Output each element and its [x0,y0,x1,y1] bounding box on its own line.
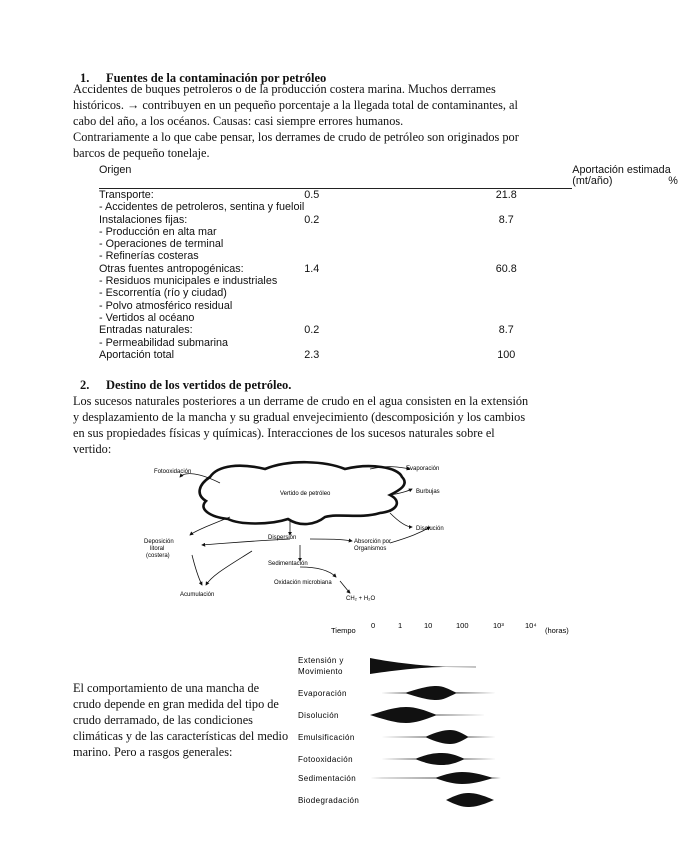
section-2-title: Destino de los vertidos de petróleo. [106,378,292,392]
absorption-label-2: Organismos [354,546,387,552]
table-row [99,201,572,213]
section-2-number: 2. [80,378,90,392]
paragraph-line: El comportamiento de una mancha de [73,681,260,695]
row-value: 2.3 [304,348,320,361]
paragraph-line: crudo derramado, de las condiciones [73,713,253,727]
process-bar-sedimentation [370,772,501,784]
row-percent: 8.7 [498,213,514,226]
paragraph-line: Los sucesos naturales posteriores a un derrame de crudo en el agua consisten en la extensión [73,394,529,408]
row-value [304,275,440,287]
bubbles-label: Burbujas [416,489,440,495]
microbial-oxidation-label: Oxidación microbiana [274,580,332,586]
row-percent [440,337,572,349]
table-row [99,300,572,312]
row-value [304,287,440,299]
row-value [304,337,440,349]
process-label: Evaporación [298,689,347,698]
time-axis-unit: (horas) [545,626,569,635]
time-axis [320,618,590,642]
paragraph-line: Contrariamente a lo que cabe pensar, los derrames de crudo de petróleo son originados por [73,130,519,144]
row-origin: - Refinerías costeras [99,250,199,263]
row-origin: - Accidentes de petroleros, sentina y fueloil [99,201,305,214]
paragraph-line: y desplazamiento de la mancha y su gradual envejecimiento (descomposición y los cambios [73,410,526,424]
row-origin: - Polvo atmosférico residual [99,299,233,312]
row-percent: 8.7 [498,324,514,337]
row-origin: - Operaciones de terminal [99,238,224,251]
row-origin: Instalaciones fijas: [99,213,188,226]
table-body [99,189,572,362]
sedimentation-label: Sedimentación [268,561,308,567]
table-row [99,189,572,202]
row-value [304,238,440,250]
header-unit: (mt/año) [572,175,613,187]
row-origin: Transporte: [99,189,154,201]
row-percent [440,201,572,213]
table-row [99,349,572,361]
row-origin: - Residuos municipales e industriales [99,275,278,288]
paragraph-line: cabo del año, a los océanos. Causas: casi siempre errores humanos. [73,114,404,128]
row-percent [440,275,572,287]
row-percent [440,312,572,324]
table-header-row [99,164,572,189]
process-bar-emulsification [380,730,496,744]
row-percent: 21.8 [495,189,517,201]
row-value [304,312,440,324]
table-row [99,250,572,262]
paragraph-line: Accidentes de buques petroleros o de la producción costera marina. Muchos derrames [73,82,496,96]
process-label: Disolución [298,711,339,720]
row-origin: Entradas naturales: [99,324,193,337]
header-percent: % [668,175,678,187]
time-tick: 10³ [493,621,504,630]
header-origin: Origen [99,164,304,189]
process-label: Biodegradación [298,796,360,805]
row-percent [440,250,572,262]
time-tick: 0 [371,621,376,630]
photooxidation-label: Fotooxidación [154,469,192,475]
row-percent [440,287,572,299]
paragraph-line: vertido: [73,442,112,456]
dispersion-label: Dispersión [268,535,297,541]
row-percent [440,226,572,238]
process-label: Movimiento [298,667,343,676]
table-row [99,324,572,336]
accumulation-label: Acumulación [180,592,215,598]
row-origin: Otras fuentes antropogénicas: [99,262,244,275]
process-bar-photooxidation [380,753,496,765]
process-bar-dissolution [370,707,486,723]
table-row [99,337,572,349]
section-1-paragraph [73,81,533,161]
section-1-title: Fuentes de la contaminación por petróleo [106,71,327,85]
time-tick: 1 [398,621,403,630]
paragraph-line: en sus propiedades físicas y químicas). Interacciones de los sucesos naturales sobre el [73,426,495,440]
row-percent [440,238,572,250]
time-tick: 100 [456,621,469,630]
table-row [99,275,572,287]
table-row [99,312,572,324]
row-value: 0.2 [304,213,320,226]
paragraph-line: barcos de pequeño tonelaje. [73,146,210,160]
deposition-label-1: Deposición [144,539,174,545]
section-2-paragraph [73,393,543,457]
row-origin: - Permeabilidad submarina [99,336,229,349]
row-percent: 100 [497,348,516,361]
row-percent [440,300,572,312]
row-origin: - Vertidos al océano [99,311,195,324]
paragraph-line: marino. Pero a rasgos generales: [73,745,233,759]
absorption-label-1: Absorción por [354,539,392,545]
process-label: Fotooxidación [298,755,354,764]
table-row [99,263,572,275]
products-label: CH₂ + H₂O [346,596,376,602]
process-label: Extensión y [298,656,344,665]
row-origin: - Escorrentía (río y ciudad) [99,287,227,300]
table-row [99,214,572,226]
evaporation-label: Evaporación [406,466,440,472]
row-value [304,226,440,238]
table-row [99,238,572,250]
row-value: 0.2 [304,324,320,337]
process-label: Sedimentación [298,774,357,783]
paragraph-line: históricos. → contribuyen en un pequeño porcentaje a la llegada total de contaminantes, al [73,98,518,112]
oil-fate-diagram [140,455,480,615]
section-2-heading [80,378,291,393]
process-bar-extension [370,658,476,674]
row-value [304,201,440,213]
header-contribution-label: Aportación estimada [572,164,671,176]
deposition-label-3: (costera) [146,553,170,559]
header-contribution [304,164,678,189]
time-tick: 10⁴ [525,621,537,630]
time-axis-title: Tiempo [331,626,356,635]
deposition-label-2: litoral [150,546,165,552]
row-value: 0.5 [304,189,320,201]
paragraph-line: climáticas y de las características del medio [73,729,289,743]
row-value [304,250,440,262]
table-row [99,226,572,238]
dissolution-label: Disolución [416,526,444,532]
table-row [99,287,572,299]
process-bar-biodegradation [446,793,494,807]
row-value [304,300,440,312]
row-origin: Aportación total [99,348,175,361]
section-1-number: 1. [80,71,90,85]
closing-paragraph [73,680,298,760]
row-value: 1.4 [304,262,320,275]
paragraph-line: crudo depende en gran medida del tipo de [73,697,279,711]
process-label: Emulsificación [298,733,355,742]
process-bar-evaporation [380,686,496,700]
diagram-center-label: Vertido de petróleo [280,491,331,497]
row-origin: - Producción en alta mar [99,225,217,238]
row-percent: 60.8 [495,262,517,275]
sources-table [99,164,678,361]
process-timeline [296,652,506,812]
time-tick: 10 [424,621,433,630]
